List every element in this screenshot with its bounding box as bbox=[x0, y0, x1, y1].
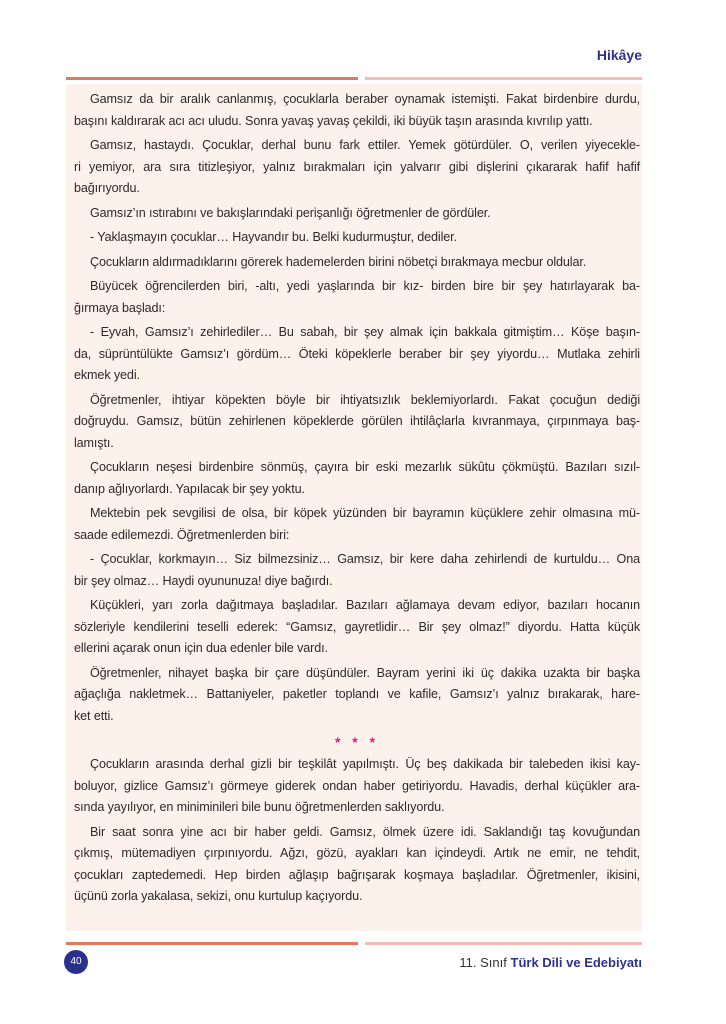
paragraph-line: danıp ağlıyorlardı. Yapılacak bir şey yoktu. bbox=[74, 481, 305, 496]
paragraph-line: bir şey olmaz… Haydi oyununuza! diye bağırdı. bbox=[74, 573, 333, 588]
story-body bbox=[74, 89, 640, 911]
paragraph-line: Öğretmenler, nihayet başka bir çare düşündüler. Bayram yerini iki üç dakika uzakta bir başka bbox=[90, 665, 640, 680]
paragraph bbox=[74, 549, 640, 592]
paragraph-line: Büyücek öğrencilerden biri, -altı, yedi yaşlarında bir kız- birden bire bir şey hatırlayarak ba- bbox=[90, 279, 640, 293]
paragraph-line: ağaçlığa nakletmek… Battaniyeler, paketler toplandı ve kafile, Gamsız’ı yalnız bırakarak, hare- bbox=[74, 687, 640, 701]
footer-book-info bbox=[459, 955, 642, 970]
paragraph bbox=[74, 322, 640, 387]
paragraph bbox=[74, 89, 640, 132]
paragraph-line: ellerini açarak onun için dua edenler bile vardı. bbox=[74, 641, 328, 655]
paragraph-line: sında yayılıyor, en miniminileri bile bunu öğretmenlerden saklıyordu. bbox=[74, 800, 445, 814]
header-rule-right bbox=[365, 77, 642, 80]
header-rule-left bbox=[66, 77, 358, 80]
page-number: 40 bbox=[64, 950, 88, 974]
section-title: Hikâye bbox=[596, 47, 642, 63]
paragraph-line: ğırmaya başladı: bbox=[74, 300, 166, 315]
paragraph-line: lamıştı. bbox=[74, 435, 114, 450]
paragraph bbox=[74, 135, 640, 200]
paragraph-line: Gamsız’ın ıstırabını ve bakışlarındaki perişanlığı öğretmenler de gördüler. bbox=[90, 205, 491, 220]
paragraph-line: Çocukların arasında derhal gizli bir teşkilât yapılmıştı. Üç beş dakikada bir talebeden ikisi kay- bbox=[90, 757, 640, 771]
paragraph-line: Mektebin pek sevgilisi de olsa, bir köpek yüzünden bir bayramın küçüklere zehir olmasına mü- bbox=[90, 506, 640, 520]
section-separator: * * * bbox=[334, 734, 380, 750]
paragraph bbox=[74, 503, 640, 546]
paragraph-line: bağırıyordu. bbox=[74, 181, 140, 195]
paragraph-line: başını kaldırarak acı acı uludu. Sonra yavaş yavaş çekildi, iki büyük taşın arasında kıvrılıp yattı. bbox=[74, 113, 593, 128]
paragraph-line: ket etti. bbox=[74, 708, 114, 723]
paragraph bbox=[74, 203, 640, 225]
paragraph-line: sözleriyle kendilerini teselli ederek: “Gamsız, gayretlidir… Bir şey olmaz!” diyordu. Hatta küçük bbox=[74, 619, 640, 634]
paragraph-line: - Eyvah, Gamsız’ı zehirlediler… Bu sabah, bir şey almak için bakkala gitmiştim… Köşe başın- bbox=[90, 325, 640, 339]
paragraph-line: boluyor, gizlice Gamsız’ı görmeye giderek ondan haber getiriyordu. Havadis, derhal küçükler ara- bbox=[74, 778, 640, 793]
paragraph bbox=[74, 227, 640, 249]
footer-rule-left bbox=[66, 942, 358, 945]
paragraph-line: çocukları zaptedemedi. Hep birden ağlaşıp bağrışarak koşmaya başladılar. Öğretmenler, ikisini, bbox=[74, 867, 640, 882]
paragraphs-after bbox=[74, 754, 640, 908]
paragraph-line: - Yaklaşmayın çocuklar… Hayvandır bu. Belki kudurmuştur, dediler. bbox=[90, 230, 457, 244]
paragraph bbox=[74, 595, 640, 660]
paragraph-line: ekmek yedi. bbox=[74, 368, 140, 382]
paragraph-line: Bir saat sonra yine acı bir haber geldi. Gamsız, ölmek üzere idi. Saklandığı taş kovuğundan bbox=[90, 824, 640, 839]
paragraph-line: Öğretmenler, ihtiyar köpekten böyle bir ihtiyatsızlık beklemiyorlardı. Fakat çocuğun dediği bbox=[90, 392, 640, 407]
footer-rule-right bbox=[365, 942, 642, 945]
paragraph-line: - Çocuklar, korkmayın… Siz bilmezsiniz… Gamsız, bir kere daha zehirlendi de kurtuldu… Ona bbox=[90, 552, 640, 566]
paragraphs-before bbox=[74, 89, 640, 727]
footer-book-title: Türk Dili ve Edebiyatı bbox=[510, 955, 642, 970]
paragraph bbox=[74, 457, 640, 500]
paragraph-line: doğruydu. Gamsız, bütün zehirlenen köpeklerde görülen ihtilâçlarla kıvranmaya, çırpınmaya baş- bbox=[74, 414, 640, 428]
paragraph bbox=[74, 822, 640, 908]
paragraph bbox=[74, 663, 640, 728]
paragraph-line: Gamsız da bir aralık canlanmış, çocuklarla beraber oynamak istemişti. Fakat birdenbire durdu, bbox=[90, 92, 640, 106]
paragraph bbox=[74, 252, 640, 274]
footer-grade: 11. Sınıf bbox=[459, 955, 507, 970]
paragraph-line: saade edilemezdi. Öğretmenlerden biri: bbox=[74, 527, 290, 542]
paragraph-line: ri yemiyor, ara sıra titizleşiyor, yalnız bırakmaları için yalvarır gibi dişlerini çıkararak hafif hafif bbox=[74, 159, 640, 174]
paragraph-line: Çocukların aldırmadıklarını görerek hademelerden birini nöbetçi bırakmaya mecbur oldular. bbox=[90, 254, 587, 269]
paragraph-line: Çocukların neşesi birdenbire sönmüş, çayıra bir eski mezarlık sükûtu çökmüştü. Bazıları sızıl- bbox=[90, 460, 640, 474]
paragraph bbox=[74, 754, 640, 819]
paragraph-line: üçünü zorla yakalasa, sekizi, onu kurtulup kaçıyordu. bbox=[74, 889, 363, 903]
paragraph-line: Gamsız, hastaydı. Çocuklar, derhal bunu fark ettiler. Yemek götürdüler. O, verilen yiyecekle- bbox=[90, 138, 640, 152]
paragraph-line: da, süprüntülükte Gamsız’ı gördüm… Öteki köpeklerle beraber bir şey yiyordu… Mutlaka zehirli bbox=[74, 346, 640, 361]
paragraph-line: çıkmış, mütemadiyen çırpınıyordu. Ağzı, gözü, ayakları kan içindeydi. Artık ne emir, ne tehdit, bbox=[74, 846, 640, 860]
paragraph bbox=[74, 276, 640, 319]
paragraph-line: Küçükleri, yarı zorla dağıtmaya başladılar. Bazıları ağlamaya devam ediyor, bazıları hocanın bbox=[90, 598, 640, 612]
paragraph bbox=[74, 390, 640, 455]
